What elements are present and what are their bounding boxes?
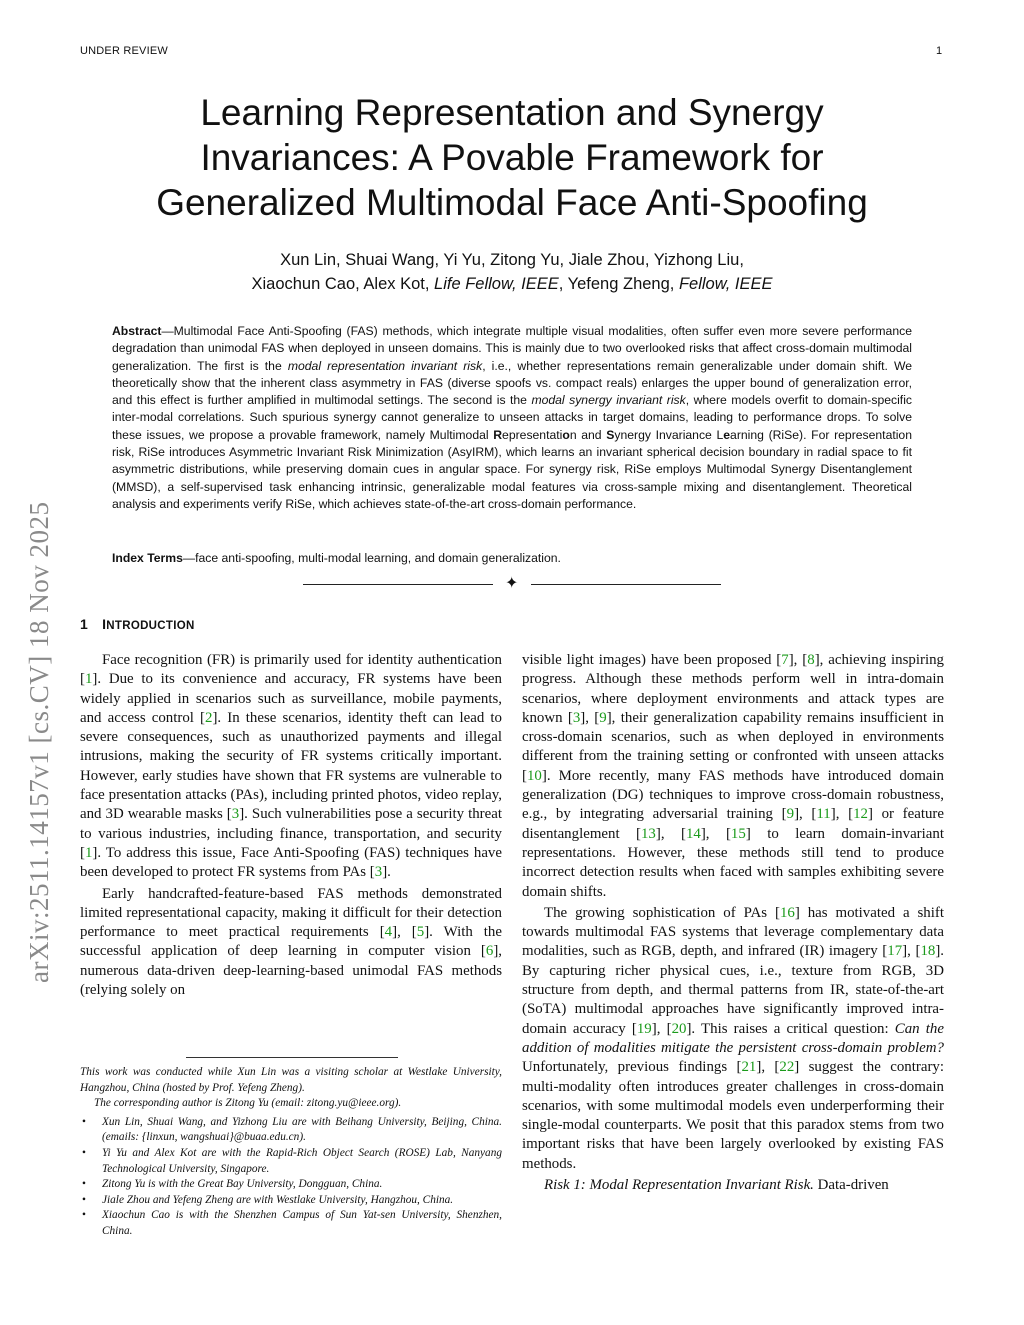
author-title: Life Fellow, IEEE [434, 275, 559, 293]
bullet-icon: • [82, 1115, 86, 1128]
bullet-icon: • [82, 1209, 86, 1222]
citation-link[interactable]: 16 [779, 904, 795, 921]
affiliation-item: • Jiale Zhou and Yefeng Zheng are with Westlake University, Hangzhou, China. [80, 1193, 502, 1209]
citation-link[interactable]: 3 [231, 806, 240, 823]
running-header: UNDER REVIEW [80, 45, 168, 57]
section-title-rest: NTRODUCTION [106, 620, 195, 632]
bullet-icon: • [82, 1193, 86, 1206]
abstract [112, 323, 912, 513]
citation-link[interactable]: 3 [374, 864, 383, 881]
left-column [80, 651, 502, 1000]
bullet-icon: • [82, 1178, 86, 1191]
citation-link[interactable]: 19 [636, 1020, 652, 1037]
title-line: Generalized Multimodal Face Anti-Spoofing [156, 182, 868, 223]
authors-line-2 [80, 272, 944, 296]
citation-link[interactable]: 1 [84, 671, 93, 688]
affiliation-item: • Zitong Yu is with the Great Bay University, Dongguan, China. [80, 1177, 502, 1193]
affiliation-item: • Xun Lin, Shuai Wang, and Yizhong Liu are with Beihang University, Beijing, China. (emails: {linxun, wangshuai}@buaa.edu.cn). [82, 1115, 502, 1144]
citation-link[interactable]: 3 [572, 709, 581, 726]
citation-link[interactable]: 22 [779, 1059, 795, 1076]
abstract-text: , i.e., whether representations remain generalizable under domain shift. We theoretically show that the inherent class asymmetry in FAS (diverse spoofs vs. compact reals) enlarges the upper bound of generalization error, and this effect is further amplified in multimodal settings. The second is the [112, 358, 912, 408]
section-title-initial: I [102, 616, 107, 632]
title-line: Invariances: A Povable Framework for [200, 137, 824, 178]
citation-link[interactable]: 10 [526, 767, 542, 784]
abstract-label: Abstract [112, 324, 162, 338]
paragraph: Early handcrafted-feature-based FAS methods demonstrated limited representational capacity, making it difficult for their detection performance to meet practical requirements [4], [5]. With the successful application of deep learning in computer vision [6], numerous data-driven deep-learning-based unimodal FAS methods (relying solely on [80, 885, 502, 999]
author-list [80, 248, 944, 296]
citation-link[interactable]: 15 [730, 825, 746, 842]
citation-link[interactable]: 13 [640, 825, 656, 842]
acronym-letter: S [606, 427, 615, 442]
citation-link[interactable]: 6 [485, 943, 494, 960]
author-names: Xiaochun Cao, Alex Kot, [251, 275, 435, 293]
abstract-text: n and [569, 427, 607, 442]
paragraph: Risk 1: Modal Representation Invariant Risk. Data-driven [544, 1177, 889, 1194]
citation-link[interactable]: 18 [920, 943, 936, 960]
abstract-text: arning (RiSe). For representation risk, RiSe introduces Asymmetric Invariant Risk Minimization (AsyIRM), which learns an invariant spherical decision boundary in radial space to fit asymmetric distributions, while preserving domain cues in angular space. For synergy risk, RiSe employs Multimodal Synergy Disentanglement (MMSD), a self-supervised task enhancing intrinsic, generalizable modal features via cross-sample mixing and disentanglement. Theoretical analysis and experiments verify RiSe, which achieves state-of-the-art cross-domain performance. [112, 427, 912, 511]
footnote: The corresponding author is Zitong Yu (email: zitong.yu@ieee.org). [94, 1097, 402, 1110]
section-heading [80, 616, 195, 632]
paragraph: Face recognition (FR) is primarily used for identity authentication [1]. Due to its convenience and accuracy, FR systems have been widely applied in scenarios such as surveillance, mobile payments, and access control [2]. In these scenarios, identity theft can lead to severe consequences, such as unauthorized payments and illegal intrusions, making the security of FR systems critically important. However, early studies have shown that FR systems are vulnerable to face presentation attacks (PAs), including printed photos, video replay, and 3D wearable masks [3]. Such vulnerabilities pose a security threat to various industries, including finance, transportation, and security [1]. To address this issue, Face Anti-Spoofing (FAS) techniques have been developed to protect FR systems from PAs [3]. [80, 652, 502, 881]
acronym-letter: R [493, 427, 503, 442]
separator-rule-right [531, 584, 721, 585]
author-names: , Yefeng Zheng, [558, 275, 679, 293]
paper-title [80, 90, 944, 225]
citation-link[interactable]: 14 [685, 825, 701, 842]
citation-link[interactable]: 20 [671, 1020, 687, 1037]
citation-link[interactable]: 21 [741, 1059, 757, 1076]
acronym-letter: e [723, 427, 731, 442]
index-terms-label: Index Terms [112, 551, 183, 565]
acronym-letter: o [562, 427, 570, 442]
paragraph: The growing sophistication of PAs [16] has motivated a shift towards multimodal FAS systems that leverage complementary data modalities, such as RGB, depth, and infrared (IR) imagery [17], [18]. By capturing richer physical cues, i.e., texture from RGB, 3D structure from depth, and thermal patterns from IR, state-of-the-art (SoTA) multimodal approaches have significantly improved intra-domain accuracy [19], [20]. This raises a critical question: Can the addition of modalities mitigate the persistent cross-domain problem? Unfortunately, previous findings [21], [22] suggest the contrary: multi-modality often introduces greater challenges in cross-domain scenarios, with some multimodal models even underperforming their single-modal counterparts. We posit that this paradox stems from two important risks that have been largely overlooked by existing FAS methods. [522, 904, 945, 1172]
page-number: 1 [936, 45, 943, 57]
citation-link[interactable]: 9 [786, 806, 795, 823]
research-question: Can the addition of modalities mitigate the persistent cross-domain problem? [522, 1020, 944, 1056]
index-terms [112, 550, 912, 567]
abstract-text: —Multimodal Face Anti-Spoofing (FAS) methods, which integrate multiple visual modalities, often suffer even more severe performance degradation than unimodal FAS when deployed in unseen domains. This is mainly due to two overlooked risks that affect cross-domain multimodal generalization. The first is the [112, 324, 912, 373]
citation-link[interactable]: 8 [807, 652, 815, 668]
title-line: Learning Representation and Synergy [200, 92, 824, 133]
citation-link[interactable]: 7 [781, 652, 789, 668]
paragraph: visible light images) have been proposed [7], [8], achieving inspiring progress. Although these methods perform well in intra-domain scenarios, where deployment environments and attack types are known [3], [9], their generalization capability remains insufficient in cross-domain scenarios, such as when deployed in environments different from the training setting or confronted with unseen attacks [10]. More recently, many FAS methods have introduced domain generalization (DG) techniques to improve cross-domain robustness, e.g., by integrating adversarial training [9], [11], [12] or feature disentanglement [13], [14], [15] to learn domain-invariant representations. However, these methods still tend to produce incorrect detection results when faced with samples exhibiting severe domain shifts. [522, 652, 944, 900]
affiliation-item: • Xiaochun Cao is with the Shenzhen Campus of Sun Yat-sen University, Shenzhen, China. [82, 1209, 502, 1237]
citation-link[interactable]: 12 [853, 806, 868, 823]
separator-diamond-icon: ✦ [505, 575, 519, 592]
section-number: 1 [80, 616, 89, 632]
arxiv-stamp: arXiv:2511.14157v1 [cs.CV] 18 Nov 2025 [24, 501, 54, 983]
bullet-icon: • [82, 1146, 86, 1159]
citation-link[interactable]: 4 [384, 924, 393, 941]
abstract-text: ynergy Invariance L [614, 427, 724, 442]
abstract-emphasis: modal synergy invariant risk [531, 393, 686, 408]
right-column [522, 651, 944, 1195]
index-terms-text: —face anti-spoofing, multi-modal learning, and domain generalization. [182, 551, 561, 565]
abstract-text: , where models overfit to domain-specific inter-modal correlations. Such spurious synergy cannot generalize to unseen attacks in target domains, leading to performance drops. To solve these issues, we propose a provable framework, namely Multimodal [112, 393, 912, 442]
separator-rule-left [303, 584, 493, 585]
citation-link[interactable]: 11 [816, 806, 831, 823]
footnote-rule [186, 1057, 398, 1058]
citation-link[interactable]: 5 [416, 924, 425, 941]
abstract-text: epresentati [502, 427, 563, 442]
authors-line-1: Xun Lin, Shuai Wang, Yi Yu, Zitong Yu, Jiale Zhou, Yizhong Liu, [280, 251, 744, 269]
citation-link[interactable]: 17 [887, 943, 903, 960]
risk-heading: Risk 1: Modal Representation Invariant Risk. [544, 1177, 814, 1194]
citation-link[interactable]: 9 [599, 709, 607, 726]
citation-link[interactable]: 1 [84, 844, 93, 861]
footnote: This work was conducted while Xun Lin was a visiting scholar at Westlake University, Hangzhou, China (hosted by Prof. Yefeng Zheng). [80, 1066, 502, 1094]
abstract-emphasis: modal representation invariant risk [287, 358, 483, 373]
affiliation-list [80, 1115, 502, 1240]
footnotes [80, 1065, 502, 1240]
author-title: Fellow, IEEE [678, 275, 773, 293]
affiliation-item: • Yi Yu and Alex Kot are with the Rapid-Rich Object Search (ROSE) Lab, Nanyang Technological University, Singapore. [82, 1146, 502, 1175]
citation-link[interactable]: 2 [205, 709, 213, 726]
